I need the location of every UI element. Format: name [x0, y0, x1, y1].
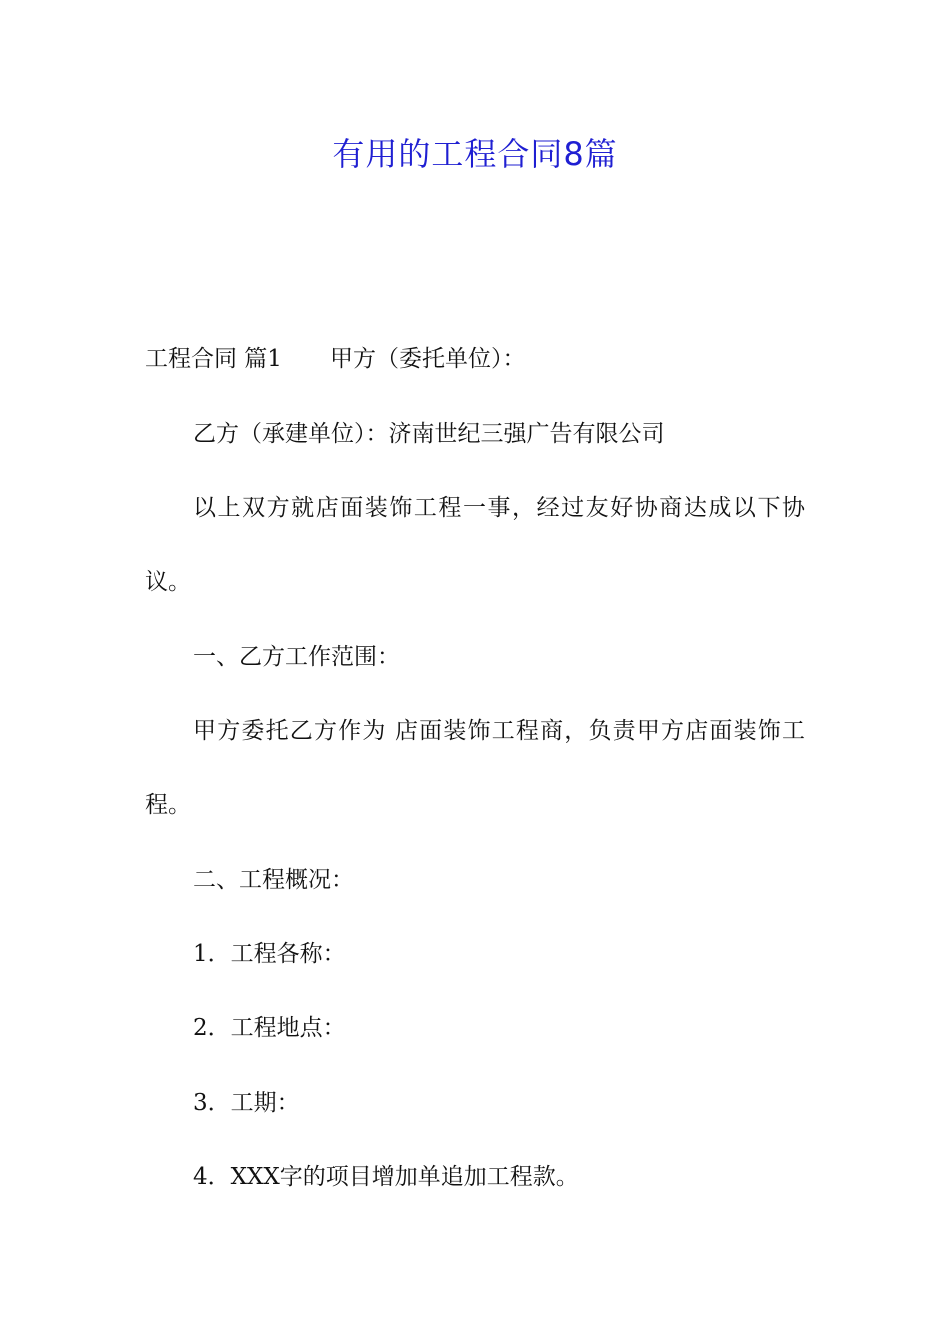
intro-paragraph-line-1: 以上双方就店面装饰工程一事，经过友好协商达成以下协 [193, 495, 805, 521]
party-b-line: 乙方（承建单位）：济南世纪三强广告有限公司 [193, 421, 665, 447]
section-2-title: 二、工程概况： [193, 867, 354, 893]
party-a-line: 甲方（委托单位）： [329, 346, 526, 372]
section-1-paragraph-line-2: 程。 [145, 792, 191, 818]
list-item-3: 3．工期： [193, 1090, 300, 1116]
first-line [145, 342, 525, 376]
list-item-4: 4．XXX字的项目增加单追加工程款。 [193, 1164, 579, 1190]
contract-heading-label: 工程合同 篇1 [145, 346, 282, 372]
document-title: 有用的工程合同8篇 [332, 135, 618, 173]
intro-paragraph-line-2: 议。 [145, 569, 191, 595]
section-1-title: 一、乙方工作范围： [193, 644, 400, 670]
section-1-paragraph-line-1: 甲方委托乙方作为 店面装饰工程商，负责甲方店面装饰工 [193, 718, 805, 744]
list-item-1: 1．工程各称： [193, 941, 346, 967]
list-item-2: 2．工程地点： [193, 1015, 346, 1041]
